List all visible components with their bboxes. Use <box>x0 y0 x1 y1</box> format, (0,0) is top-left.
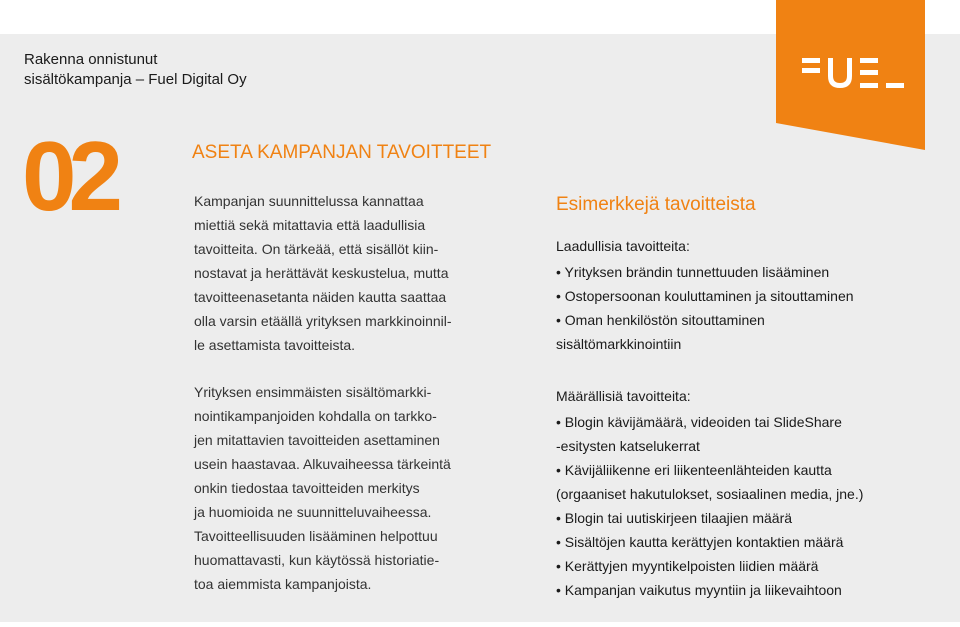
second-paragraph <box>194 380 514 596</box>
paragraph-line: jen mitattavien tavoitteiden asettaminen <box>194 432 440 448</box>
paragraph-line: Yrityksen ensimmäisten sisältömarkki- <box>194 384 432 400</box>
document-title-line: sisältökampanja – Fuel Digital Oy <box>24 71 247 88</box>
goal-list-item: • Blogin kävijämäärä, videoiden tai SlideShare <box>556 410 936 434</box>
quantitative-goals-label: Määrällisiä tavoitteita: <box>556 388 691 404</box>
quantitative-goals <box>556 384 936 602</box>
goal-list-item: • Kerättyjen myyntikelpoisten liidien määrä <box>556 554 936 578</box>
section-number: 02 <box>22 121 116 231</box>
fuel-logo <box>800 56 910 90</box>
goal-list-item-continuation: -esitysten katselukerrat <box>556 438 700 454</box>
goal-list-item: • Kävijäliikenne eri liikenteenlähteiden kautta <box>556 458 936 482</box>
qualitative-goals-label: Laadullisia tavoitteita: <box>556 238 690 254</box>
paragraph-line: miettiä sekä mitattavia että laadullisia <box>194 217 426 233</box>
document-title-line: Rakenna onnistunut <box>24 51 158 68</box>
paragraph-line: huomattavasti, kun käytössä historiatie- <box>194 552 440 568</box>
qualitative-goals <box>556 234 936 356</box>
section-heading: ASETA KAMPANJAN TAVOITTEET <box>192 142 492 163</box>
paragraph-line: ja huomioida ne suunnitteluvaiheessa. <box>194 504 432 520</box>
goal-list-item-continuation: sisältömarkkinointiin <box>556 336 682 352</box>
paragraph-line: Kampanjan suunnittelussa kannattaa <box>194 193 424 209</box>
goal-list-item: • Sisältöjen kautta kerättyjen kontaktien määrä <box>556 530 936 554</box>
document-title <box>24 50 247 90</box>
goal-list-item: • Kampanjan vaikutus myyntiin ja liikevaihtoon <box>556 578 936 602</box>
goal-list-item: • Blogin tai uutiskirjeen tilaajien määrä <box>556 506 936 530</box>
intro-paragraph <box>194 189 514 357</box>
goal-list-item: • Ostopersoonan kouluttaminen ja sitouttaminen <box>556 284 936 308</box>
paragraph-line: nointikampanjoiden kohdalla on tarkko- <box>194 408 437 424</box>
paragraph-line: le asettamista tavoitteista. <box>194 337 356 353</box>
examples-heading: Esimerkkejä tavoitteista <box>556 194 756 215</box>
paragraph-line: Tavoitteellisuuden lisääminen helpottuu <box>194 528 438 544</box>
paragraph-line: tavoitteenasetanta näiden kautta saattaa <box>194 289 447 305</box>
paragraph-line: onkin tiedostaa tavoitteiden merkitys <box>194 480 420 496</box>
paragraph-line: olla varsin etäällä yrityksen markkinoinnil- <box>194 313 452 329</box>
paragraph-line: usein haastavaa. Alkuvaiheessa tärkeintä <box>194 456 451 472</box>
paragraph-line: nostavat ja herättävät keskustelua, mutta <box>194 265 449 281</box>
goal-list-item: • Oman henkilöstön sitouttaminen <box>556 308 936 332</box>
goal-list-item: • Yrityksen brändin tunnettuuden lisääminen <box>556 260 936 284</box>
paragraph-line: toa aiemmista kampanjoista. <box>194 576 372 592</box>
paragraph-line: tavoitteita. On tärkeää, että sisällöt kiin- <box>194 241 439 257</box>
goal-list-item-continuation: (orgaaniset hakutulokset, sosiaalinen media, jne.) <box>556 486 864 502</box>
